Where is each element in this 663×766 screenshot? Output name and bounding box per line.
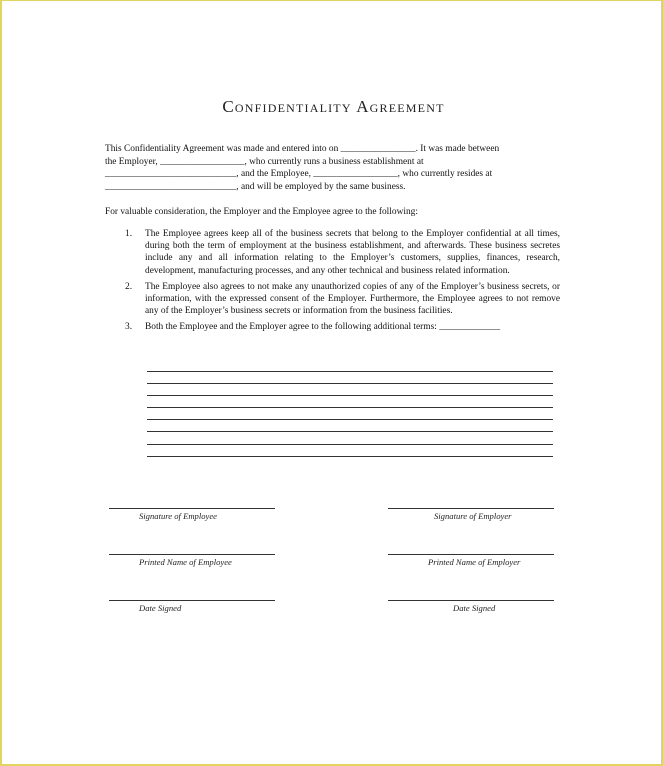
item-number: 3. bbox=[125, 322, 133, 333]
item-number: 2. bbox=[125, 281, 133, 292]
intro-line: ____________________________, and the Employee, __________________, who currently resides at bbox=[105, 169, 493, 180]
employer-date-block[interactable] bbox=[388, 600, 554, 613]
item-text: Both the Employee and the Employer agree to the following additional terms: _____________ bbox=[145, 322, 501, 333]
list-item bbox=[105, 281, 560, 318]
item-number: 1. bbox=[125, 229, 133, 239]
intro-paragraph bbox=[105, 143, 560, 193]
blank-line[interactable] bbox=[147, 383, 553, 384]
blank-line[interactable] bbox=[147, 407, 553, 408]
intro-line: the Employer, __________________, who currently runs a business establishment at bbox=[105, 156, 424, 167]
employee-printed-label: Printed Name of Employee bbox=[139, 557, 232, 567]
signature-line[interactable] bbox=[388, 508, 554, 509]
employer-date-label: Date Signed bbox=[453, 603, 496, 613]
blank-line[interactable] bbox=[147, 371, 553, 372]
consideration-paragraph: For valuable consideration, the Employer and the Employee agree to the following: bbox=[105, 207, 418, 217]
terms-list bbox=[105, 228, 560, 338]
blank-line[interactable] bbox=[147, 395, 553, 396]
date-line[interactable] bbox=[109, 600, 275, 601]
item-text: The Employee also agrees to not make any unauthorized copies of any of the Employer’s business secrets, or information, with the expressed consent of the Employer. Furthermore, the Employee agrees to not remove any of the Employer’s business secrets or information from the business facilities. bbox=[145, 281, 560, 317]
intro-line: This Confidentiality Agreement was made and entered into on ________________. It was made between bbox=[105, 144, 500, 154]
employee-signature-block[interactable] bbox=[109, 508, 275, 521]
signature-line[interactable] bbox=[109, 508, 275, 509]
date-line[interactable] bbox=[388, 600, 554, 601]
employer-signature-block[interactable] bbox=[388, 508, 554, 521]
list-item bbox=[105, 228, 560, 277]
employee-printed-block[interactable] bbox=[109, 554, 275, 567]
item-text: The Employee agrees keep all of the business secrets that belong to the Employer confidential at all times, during both the term of employment at the business establishment, and afterwards. These business secretes include any and all information relating to the Employer’s customers, supplies, finances, research, development, manufacturing processes, and any other technical and business related information. bbox=[145, 229, 560, 276]
employer-printed-label: Printed Name of Employer bbox=[428, 557, 521, 567]
blank-line[interactable] bbox=[147, 431, 553, 432]
employee-signature-label: Signature of Employee bbox=[139, 511, 217, 521]
blank-line[interactable] bbox=[147, 444, 553, 445]
additional-terms-lines[interactable] bbox=[147, 371, 553, 468]
printed-name-line[interactable] bbox=[109, 554, 275, 555]
blank-line[interactable] bbox=[147, 419, 553, 420]
list-item bbox=[105, 321, 560, 333]
printed-name-line[interactable] bbox=[388, 554, 554, 555]
employee-date-block[interactable] bbox=[109, 600, 275, 613]
employer-printed-block[interactable] bbox=[388, 554, 554, 567]
blank-line[interactable] bbox=[147, 456, 553, 457]
employee-date-label: Date Signed bbox=[139, 603, 182, 613]
document-title: Confidentiality Agreement bbox=[222, 97, 445, 116]
intro-line: ____________________________, and will be employed by the same business. bbox=[105, 181, 406, 192]
employer-signature-label: Signature of Employer bbox=[434, 511, 512, 521]
